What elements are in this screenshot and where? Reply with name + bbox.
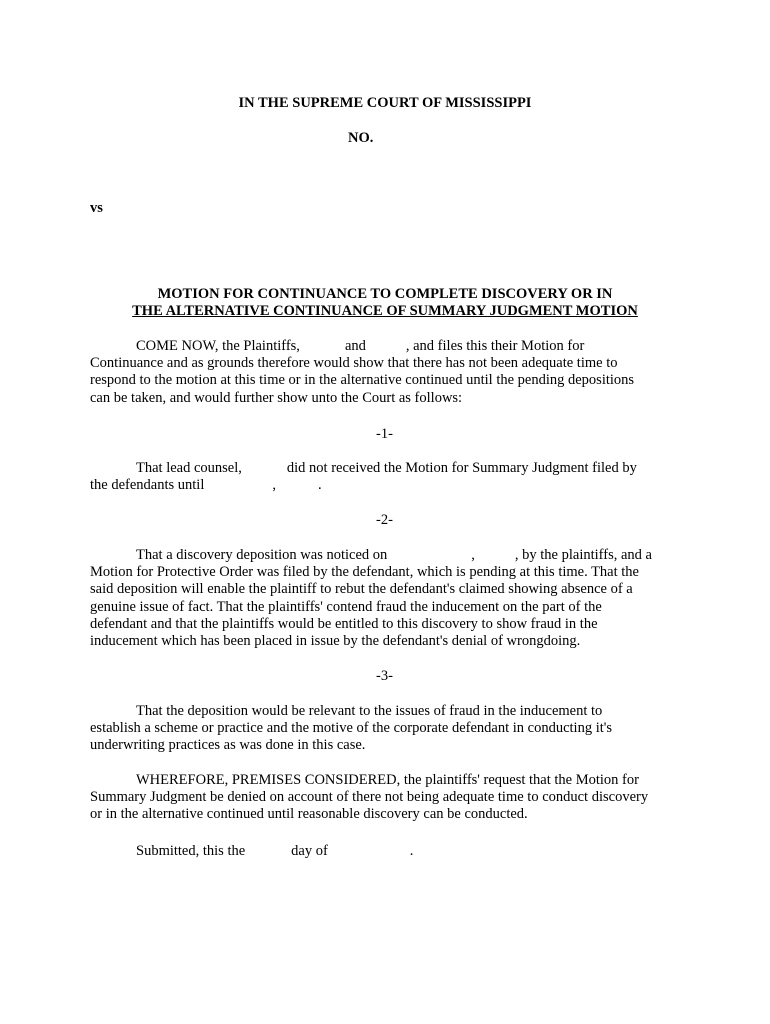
case-number-label: NO.: [348, 130, 374, 146]
intro-line-3: respond to the motion at this time or in the alternative continued until the pending depositions: [90, 372, 635, 389]
section-2-line-4: genuine issue of fact. That the plaintiffs' contend fraud the inducement on the part of the: [90, 598, 602, 615]
intro-text-c: , and files this their Motion for: [405, 338, 585, 354]
intro-paragraph: [90, 338, 690, 407]
section-1-text-a: That lead counsel,: [136, 460, 242, 476]
submitted-text-c: .: [409, 843, 414, 859]
submitted-text-a: Submitted, this the: [136, 843, 246, 859]
section-1-paragraph: [90, 460, 690, 494]
intro-line-4: can be taken, and would further show unto the Court as follows:: [90, 389, 463, 406]
section-3-line-2: establish a scheme or practice and the motive of the corporate defendant in conducting it's: [90, 720, 613, 737]
section-2-line-1: [90, 547, 690, 564]
section-2-text-a: That a discovery deposition was noticed on: [136, 547, 388, 563]
intro-text-a: COME NOW, the Plaintiffs,: [136, 338, 300, 354]
section-1-line-2: [90, 477, 690, 494]
motion-title-line2-text: THE ALTERNATIVE CONTINUANCE OF SUMMARY JUDGMENT MOTION: [132, 303, 638, 319]
submitted-line: [90, 843, 690, 860]
submitted-paragraph: [90, 843, 690, 860]
section-3-paragraph: [90, 703, 690, 755]
section-1-text-c: the defendants until: [90, 477, 205, 494]
wherefore-line-1: WHEREFORE, PREMISES CONSIDERED, the plaintiffs' request that the Motion for: [136, 772, 639, 788]
versus-label: vs: [90, 200, 103, 216]
wherefore-paragraph: [90, 772, 690, 824]
section-3-number: -3-: [376, 668, 393, 684]
court-heading: IN THE SUPREME COURT OF MISSISSIPPI: [238, 95, 532, 111]
section-1-text-e: .: [317, 477, 322, 494]
section-2-line-3: said deposition will enable the plaintiff to rebut the defendant's claimed showing absence of a: [90, 581, 633, 598]
wherefore-line-3: or in the alternative continued until reasonable discovery can be conducted.: [90, 806, 528, 823]
section-1-text-b: did not received the Motion for Summary Judgment filed by: [286, 460, 637, 476]
section-3-line-1: That the deposition would be relevant to the issues of fraud in the inducement to: [136, 703, 603, 719]
wherefore-line-2: Summary Judgment be denied on account of there not being adequate time to conduct discovery: [90, 789, 649, 806]
section-3-line-3: underwriting practices as was done in this case.: [90, 737, 366, 754]
section-2-text-b: ,: [471, 547, 475, 563]
section-2-line-2: Motion for Protective Order was filed by the defendant, which is pending at this time. That the: [90, 564, 639, 581]
section-2-line-6: inducement which has been placed in issue by the defendant's denial of wrongdoing.: [90, 633, 581, 650]
section-1-number: -1-: [376, 426, 393, 442]
intro-line-1: [90, 338, 690, 355]
submitted-text-b: day of: [291, 843, 328, 859]
section-2-number: -2-: [376, 512, 393, 528]
section-1-line-1: [90, 460, 690, 477]
section-2-text-c: , by the plaintiffs, and a: [514, 547, 652, 563]
section-2-line-5: defendant and that the plaintiffs would be entitled to this discovery to show fraud in the: [90, 615, 598, 632]
intro-line-2: Continuance and as grounds therefore would show that there has not been adequate time to: [90, 355, 618, 372]
section-1-text-d: ,: [272, 477, 276, 494]
section-2-paragraph: [90, 547, 690, 650]
motion-title-line2: [0, 303, 770, 320]
motion-title-line1: MOTION FOR CONTINUANCE TO COMPLETE DISCOVERY OR IN: [157, 286, 613, 302]
intro-text-b: and: [344, 338, 366, 354]
